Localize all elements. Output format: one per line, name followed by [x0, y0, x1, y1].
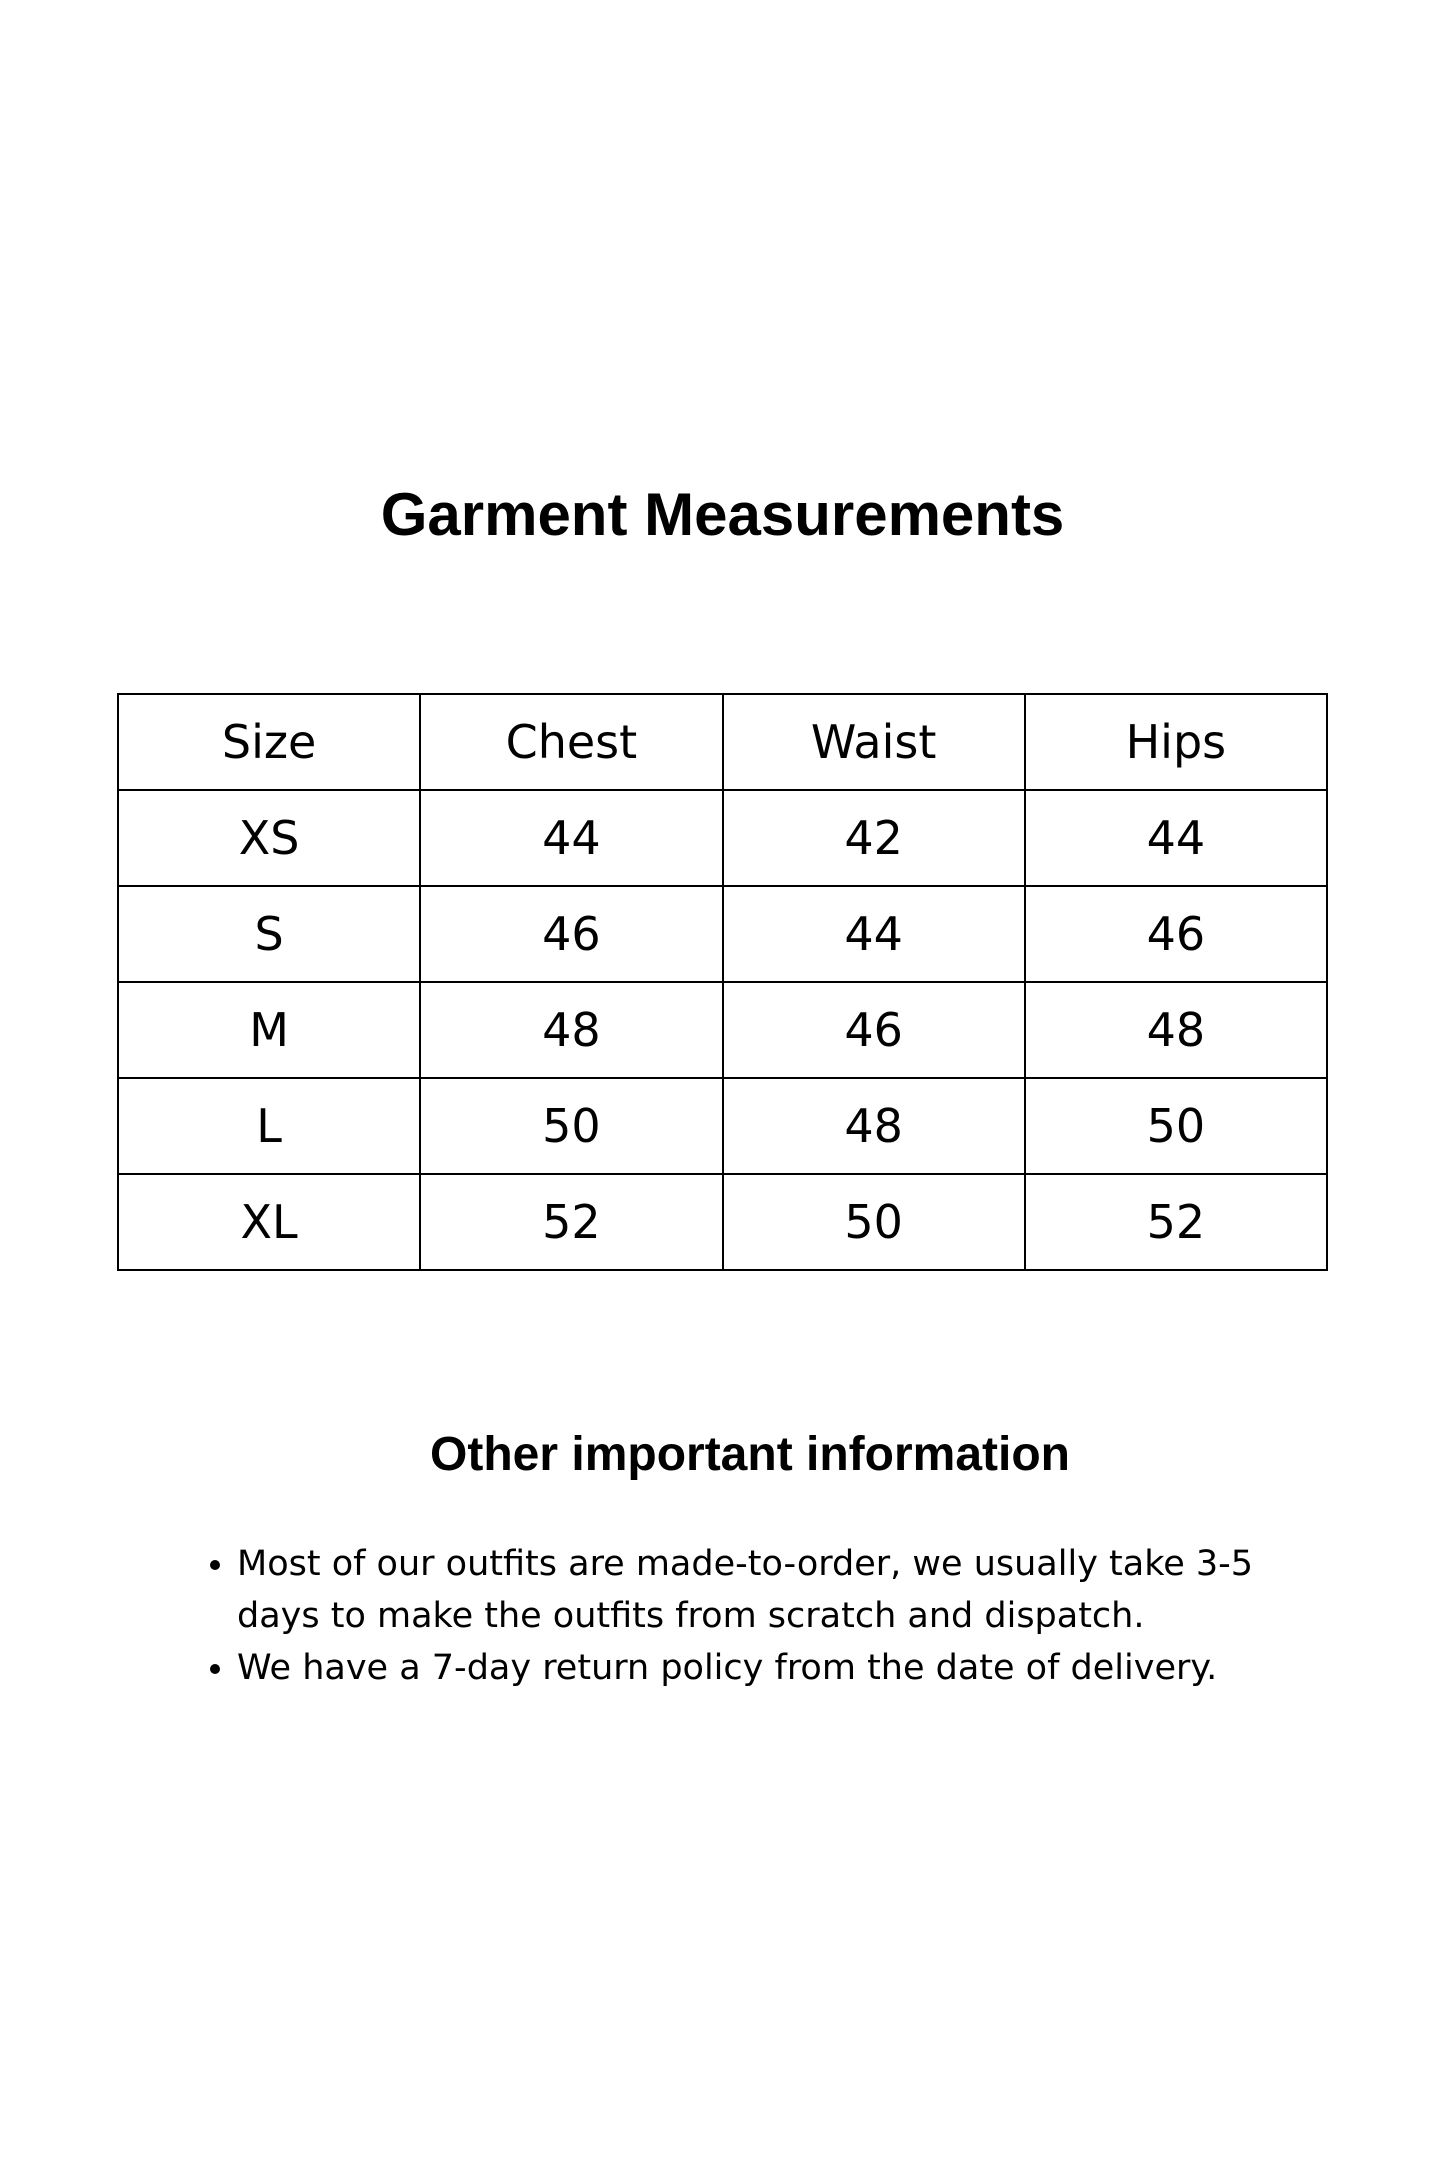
- cell-hips: 50: [1025, 1078, 1327, 1174]
- cell-size: S: [118, 886, 420, 982]
- table-row: [118, 790, 1327, 886]
- list-item: • We have a 7-day return policy from the date of delivery.: [237, 1642, 1317, 1694]
- cell-waist: 42: [723, 790, 1025, 886]
- info-list: [205, 1538, 1317, 1694]
- list-item: • Most of our outfits are made-to-order, we usually take 3-5 days to make the outfits from scratch and dispatch.: [237, 1538, 1317, 1642]
- header-waist: Waist: [723, 694, 1025, 790]
- cell-chest: 44: [420, 790, 722, 886]
- table-row: [118, 1174, 1327, 1270]
- header-chest: Chest: [420, 694, 722, 790]
- cell-waist: 48: [723, 1078, 1025, 1174]
- cell-waist: 44: [723, 886, 1025, 982]
- cell-waist: 46: [723, 982, 1025, 1078]
- info-heading: Other important information: [430, 1428, 1070, 1481]
- cell-hips: 46: [1025, 886, 1327, 982]
- cell-chest: 46: [420, 886, 722, 982]
- cell-size: XL: [118, 1174, 420, 1270]
- cell-chest: 48: [420, 982, 722, 1078]
- table-row: [118, 982, 1327, 1078]
- table-row: [118, 886, 1327, 982]
- cell-chest: 50: [420, 1078, 722, 1174]
- table-row: [118, 1078, 1327, 1174]
- header-size: Size: [118, 694, 420, 790]
- cell-size: L: [118, 1078, 420, 1174]
- page-title: Garment Measurements: [380, 481, 1065, 548]
- cell-hips: 44: [1025, 790, 1327, 886]
- cell-chest: 52: [420, 1174, 722, 1270]
- cell-hips: 52: [1025, 1174, 1327, 1270]
- table-header-row: [118, 694, 1327, 790]
- cell-waist: 50: [723, 1174, 1025, 1270]
- header-hips: Hips: [1025, 694, 1327, 790]
- cell-size: XS: [118, 790, 420, 886]
- cell-hips: 48: [1025, 982, 1327, 1078]
- size-chart-table: [117, 693, 1328, 1271]
- cell-size: M: [118, 982, 420, 1078]
